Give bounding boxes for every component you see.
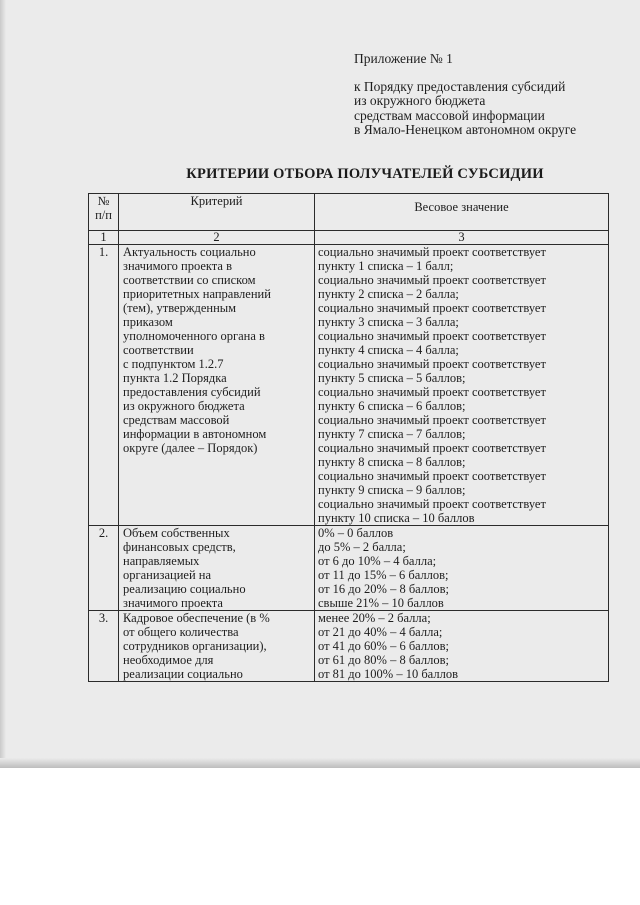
weight-line: социально значимый проект соответствует bbox=[318, 385, 546, 399]
weight-line: социально значимый проект соответствует bbox=[318, 497, 546, 511]
weight-cell bbox=[315, 245, 609, 526]
criterion-line: приоритетных направлений bbox=[123, 287, 271, 301]
criterion-line: направляемых bbox=[123, 554, 200, 568]
criterion-line: финансовых средств, bbox=[123, 540, 236, 554]
criterion-line: из окружного бюджета bbox=[123, 399, 245, 413]
weight-line: социально значимый проект соответствует bbox=[318, 329, 546, 343]
criterion-line: с подпунктом 1.2.7 bbox=[123, 357, 224, 371]
weight-line: пункту 6 списка – 6 баллов; bbox=[318, 399, 466, 413]
criterion-line: от общего количества bbox=[123, 625, 239, 639]
criterion-line: уполномоченного органа в bbox=[123, 329, 265, 343]
row-number: 3. bbox=[89, 611, 119, 682]
criterion-line: необходимое для bbox=[123, 653, 214, 667]
weight-line: социально значимый проект соответствует bbox=[318, 441, 546, 455]
criterion-line: округе (далее – Порядок) bbox=[123, 441, 258, 455]
criterion-line: Объем собственных bbox=[123, 526, 230, 540]
header-criterion: Критерий bbox=[119, 194, 315, 231]
column-index: 1 bbox=[89, 231, 119, 245]
criterion-line: Актуальность социально bbox=[123, 245, 256, 259]
header-weight: Весовое значение bbox=[315, 194, 609, 231]
annex-header bbox=[354, 52, 576, 138]
weight-line: пункту 2 списка – 2 балла; bbox=[318, 287, 459, 301]
criterion-line: значимого проекта в bbox=[123, 259, 232, 273]
annex-line: средствам массовой информации bbox=[354, 107, 545, 123]
criterion-line: соответствии bbox=[123, 343, 194, 357]
table-header-row bbox=[89, 194, 609, 231]
annex-number: Приложение № 1 bbox=[354, 51, 453, 66]
weight-line: от 11 до 15% – 6 баллов; bbox=[318, 568, 449, 582]
criterion-line: приказом bbox=[123, 315, 173, 329]
criterion-line: значимого проекта bbox=[123, 596, 223, 610]
criterion-line: реализации социально bbox=[123, 667, 243, 681]
table-row bbox=[89, 526, 609, 611]
weight-line: от 21 до 40% – 4 балла; bbox=[318, 625, 443, 639]
annex-line: из окружного бюджета bbox=[354, 93, 486, 108]
criterion-line: сотрудников организации), bbox=[123, 639, 267, 653]
weight-line: пункту 10 списка – 10 баллов bbox=[318, 511, 475, 525]
criterion-cell bbox=[119, 245, 315, 526]
criterion-cell bbox=[119, 526, 315, 611]
weight-line: пункту 5 списка – 5 баллов; bbox=[318, 371, 466, 385]
weight-line: 0% – 0 баллов bbox=[318, 526, 394, 540]
weight-line: социально значимый проект соответствует bbox=[318, 273, 546, 287]
column-index: 3 bbox=[315, 231, 609, 245]
row-number: 2. bbox=[89, 526, 119, 611]
document-title: КРИТЕРИИ ОТБОРА ПОЛУЧАТЕЛЕЙ СУБСИДИИ bbox=[186, 166, 544, 182]
criterion-line: информации в автономном bbox=[123, 427, 267, 441]
weight-line: от 61 до 80% – 8 баллов; bbox=[318, 653, 449, 667]
weight-line: социально значимый проект соответствует bbox=[318, 469, 546, 483]
criterion-line: средствам массовой bbox=[123, 413, 230, 427]
header-number-symbol: № bbox=[97, 194, 110, 208]
weight-line: пункту 4 списка – 4 балла; bbox=[318, 343, 459, 357]
criteria-rows bbox=[89, 245, 609, 682]
column-index: 2 bbox=[119, 231, 315, 245]
weight-line: пункту 9 списка – 9 баллов; bbox=[318, 483, 466, 497]
scan-shadow-bottom bbox=[0, 758, 640, 768]
weight-line: менее 20% – 2 балла; bbox=[318, 611, 431, 625]
weight-cell bbox=[315, 526, 609, 611]
weight-cell bbox=[315, 611, 609, 682]
criterion-line: организацией на bbox=[123, 568, 212, 582]
weight-line: социально значимый проект соответствует bbox=[318, 413, 546, 427]
table-row bbox=[89, 611, 609, 682]
criterion-line: (тем), утвержденным bbox=[123, 301, 237, 315]
weight-line: от 6 до 10% – 4 балла; bbox=[318, 554, 437, 568]
weight-line: пункту 3 списка – 3 балла; bbox=[318, 315, 459, 329]
weight-line: пункту 8 списка – 8 баллов; bbox=[318, 455, 466, 469]
criterion-line: Кадровое обеспечение (в % bbox=[123, 611, 270, 625]
weight-line: от 81 до 100% – 10 баллов bbox=[318, 667, 458, 681]
table-row bbox=[89, 245, 609, 526]
weight-line: социально значимый проект соответствует bbox=[318, 357, 546, 371]
weight-line: пункту 1 списка – 1 балл; bbox=[318, 259, 454, 273]
criteria-table bbox=[88, 193, 609, 682]
weight-line: социально значимый проект соответствует bbox=[318, 301, 546, 315]
annex-line: к Порядку предоставления субсидий bbox=[354, 78, 566, 94]
weight-line: от 41 до 60% – 6 баллов; bbox=[318, 639, 449, 653]
criterion-line: предоставления субсидий bbox=[123, 385, 261, 399]
weight-line: социально значимый проект соответствует bbox=[318, 245, 546, 259]
weight-line: свыше 21% – 10 баллов bbox=[318, 596, 444, 610]
header-number-abbrev: п/п bbox=[95, 208, 112, 222]
scan-shadow-left bbox=[0, 0, 6, 768]
criterion-line: реализацию социально bbox=[123, 582, 246, 596]
weight-line: до 5% – 2 балла; bbox=[318, 540, 406, 554]
header-number bbox=[89, 194, 119, 231]
criterion-line: пункта 1.2 Порядка bbox=[123, 371, 227, 385]
weight-line: пункту 7 списка – 7 баллов; bbox=[318, 427, 466, 441]
weight-line: от 16 до 20% – 8 баллов; bbox=[318, 582, 449, 596]
annex-line: в Ямало-Ненецком автономном округе bbox=[354, 122, 577, 137]
row-number: 1. bbox=[89, 245, 119, 526]
criterion-cell bbox=[119, 611, 315, 682]
criterion-line: соответствии со списком bbox=[123, 273, 256, 287]
column-index-row bbox=[89, 231, 609, 245]
